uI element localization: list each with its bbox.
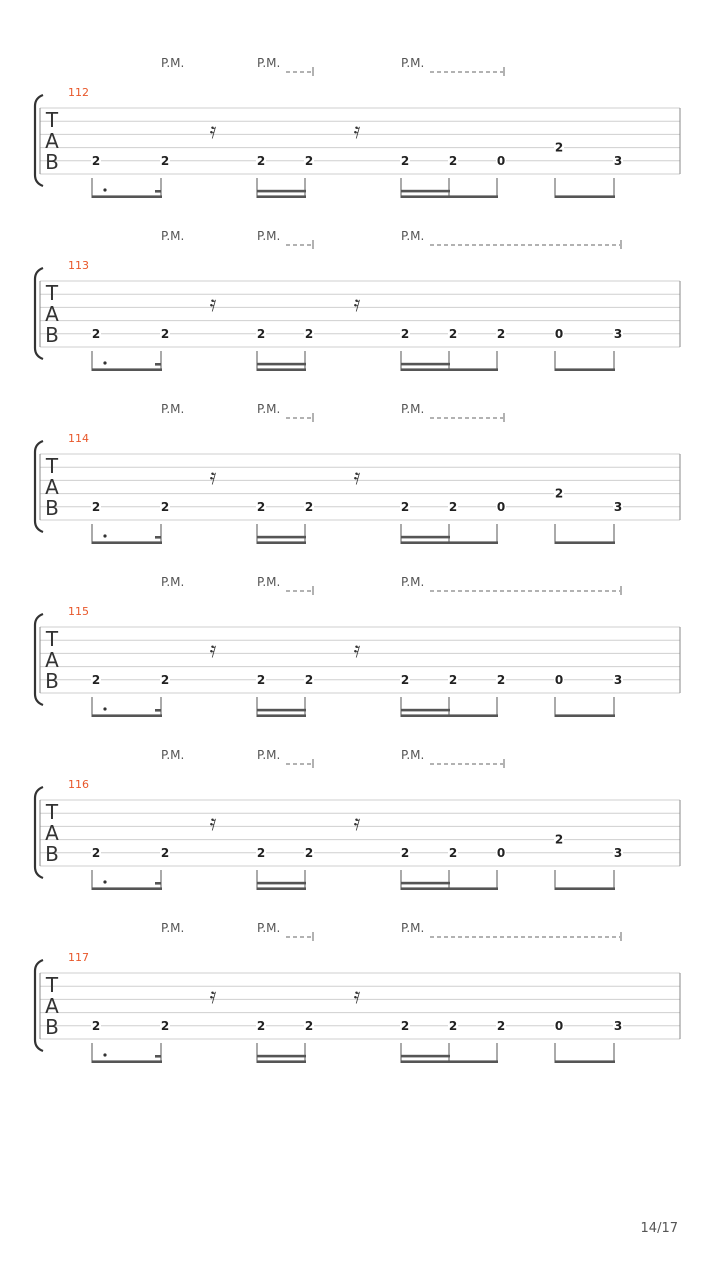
beam: [401, 368, 498, 371]
beam: [555, 887, 615, 890]
tab-clef-letter: T: [45, 281, 59, 305]
fret-number: 2: [256, 845, 266, 860]
fret-number: 3: [613, 326, 623, 341]
tab-clef-letter: T: [45, 627, 59, 651]
fret-number: 3: [613, 845, 623, 860]
sixteenth-rest: 𝄿: [209, 811, 217, 836]
augmentation-dot: [103, 361, 106, 364]
palm-mute-label: P.M.: [161, 921, 185, 935]
beam: [401, 536, 450, 539]
tab-clef-letter: A: [45, 648, 59, 672]
partial-beam: [155, 882, 161, 885]
partial-beam: [155, 536, 161, 539]
beam: [92, 541, 162, 544]
sixteenth-rest: 𝄿: [353, 119, 361, 144]
fret-number: 2: [304, 499, 314, 514]
tab-clef-letter: B: [45, 496, 59, 520]
fret-number: 2: [448, 326, 458, 341]
sixteenth-rest: 𝄿: [209, 638, 217, 663]
palm-mute-label: P.M.: [257, 56, 281, 70]
augmentation-dot: [103, 188, 106, 191]
tab-system: [35, 56, 680, 198]
beam: [401, 709, 450, 712]
beam: [257, 709, 306, 712]
fret-number: 2: [91, 1018, 101, 1033]
partial-beam: [155, 1055, 161, 1058]
augmentation-dot: [103, 534, 106, 537]
fret-number: 2: [160, 326, 170, 341]
fret-number: 2: [256, 672, 266, 687]
beam: [257, 195, 306, 198]
beam: [257, 882, 306, 885]
sixteenth-rest: 𝄿: [353, 638, 361, 663]
palm-mute-label: P.M.: [161, 748, 185, 762]
tab-system: [35, 575, 680, 717]
beam: [92, 714, 162, 717]
measure-number: 112: [68, 86, 89, 99]
sixteenth-rest: 𝄿: [209, 292, 217, 317]
fret-number: 2: [496, 1018, 506, 1033]
sixteenth-rest: 𝄿: [353, 984, 361, 1009]
fret-number: 0: [554, 1018, 564, 1033]
sixteenth-rest: 𝄿: [353, 292, 361, 317]
fret-number: 2: [256, 499, 266, 514]
measure-number: 114: [68, 432, 89, 445]
beam: [257, 368, 306, 371]
beam: [401, 541, 498, 544]
palm-mute-label: P.M.: [401, 921, 425, 935]
page-number: 14/17: [640, 1221, 678, 1236]
fret-number: 2: [304, 1018, 314, 1033]
beam: [401, 714, 498, 717]
beam: [401, 887, 498, 890]
beam: [257, 536, 306, 539]
beam: [257, 1055, 306, 1058]
fret-number: 0: [496, 499, 506, 514]
tab-clef-letter: T: [45, 454, 59, 478]
fret-number: 2: [448, 499, 458, 514]
fret-number: 2: [91, 845, 101, 860]
beam: [92, 368, 162, 371]
system-bracket: [35, 95, 43, 186]
palm-mute-label: P.M.: [161, 402, 185, 416]
fret-number: 2: [304, 326, 314, 341]
measure-number: 115: [68, 605, 89, 618]
tab-system: [35, 402, 680, 544]
palm-mute-label: P.M.: [161, 229, 185, 243]
sixteenth-rest: 𝄿: [353, 465, 361, 490]
fret-number: 2: [304, 845, 314, 860]
beam: [401, 195, 498, 198]
tab-clef-letter: B: [45, 150, 59, 174]
tab-clef-letter: T: [45, 973, 59, 997]
fret-number: 3: [613, 672, 623, 687]
fret-number: 2: [91, 499, 101, 514]
sixteenth-rest: 𝄿: [209, 984, 217, 1009]
beam: [401, 190, 450, 193]
tab-clef-letter: B: [45, 842, 59, 866]
beam: [92, 887, 162, 890]
beam: [555, 195, 615, 198]
beam: [257, 363, 306, 366]
augmentation-dot: [103, 707, 106, 710]
system-bracket: [35, 441, 43, 532]
beam: [401, 1055, 450, 1058]
beam: [401, 1060, 498, 1063]
tab-clef-letter: T: [45, 800, 59, 824]
palm-mute-label: P.M.: [401, 229, 425, 243]
sixteenth-rest: 𝄿: [209, 465, 217, 490]
augmentation-dot: [103, 1053, 106, 1056]
beam: [257, 190, 306, 193]
fret-number: 2: [160, 153, 170, 168]
measure-number: 117: [68, 951, 89, 964]
palm-mute-label: P.M.: [401, 748, 425, 762]
fret-number: 2: [448, 1018, 458, 1033]
tab-clef-letter: A: [45, 129, 59, 153]
fret-number: 2: [91, 672, 101, 687]
fret-number: 0: [496, 153, 506, 168]
fret-number: 3: [613, 153, 623, 168]
palm-mute-label: P.M.: [401, 402, 425, 416]
tab-clef-letter: A: [45, 302, 59, 326]
fret-number: 2: [160, 499, 170, 514]
palm-mute-label: P.M.: [257, 921, 281, 935]
tab-clef-letter: B: [45, 669, 59, 693]
beam: [555, 541, 615, 544]
tab-clef-letter: B: [45, 323, 59, 347]
tab-system: [35, 921, 680, 1063]
fret-number: 2: [400, 153, 410, 168]
fret-number: 0: [554, 326, 564, 341]
system-bracket: [35, 614, 43, 705]
beam: [257, 887, 306, 890]
beam: [257, 714, 306, 717]
measure-number: 113: [68, 259, 89, 272]
sixteenth-rest: 𝄿: [353, 811, 361, 836]
tab-clef-letter: T: [45, 108, 59, 132]
beam: [92, 195, 162, 198]
tab-clef-letter: A: [45, 994, 59, 1018]
fret-number: 2: [400, 845, 410, 860]
beam: [555, 1060, 615, 1063]
fret-number: 2: [448, 845, 458, 860]
measure-number: 116: [68, 778, 89, 791]
beam: [92, 1060, 162, 1063]
system-bracket: [35, 268, 43, 359]
fret-number: 2: [554, 832, 564, 847]
beam: [401, 363, 450, 366]
tab-system: [35, 229, 680, 371]
beam: [257, 541, 306, 544]
fret-number: 2: [160, 672, 170, 687]
fret-number: 2: [400, 499, 410, 514]
fret-number: 3: [613, 499, 623, 514]
beam: [555, 368, 615, 371]
system-bracket: [35, 787, 43, 878]
fret-number: 2: [160, 1018, 170, 1033]
fret-number: 2: [91, 153, 101, 168]
fret-number: 2: [554, 140, 564, 155]
fret-number: 2: [496, 672, 506, 687]
fret-number: 2: [256, 326, 266, 341]
tab-system: [35, 748, 680, 890]
fret-number: 2: [304, 153, 314, 168]
augmentation-dot: [103, 880, 106, 883]
fret-number: 2: [304, 672, 314, 687]
fret-number: 2: [400, 326, 410, 341]
partial-beam: [155, 190, 161, 193]
fret-number: 0: [496, 845, 506, 860]
fret-number: 2: [256, 153, 266, 168]
fret-number: 2: [448, 153, 458, 168]
palm-mute-label: P.M.: [161, 575, 185, 589]
palm-mute-label: P.M.: [257, 402, 281, 416]
fret-number: 2: [400, 672, 410, 687]
palm-mute-label: P.M.: [257, 575, 281, 589]
system-bracket: [35, 960, 43, 1051]
fret-number: 2: [448, 672, 458, 687]
fret-number: 2: [91, 326, 101, 341]
tab-clef-letter: B: [45, 1015, 59, 1039]
fret-number: 2: [160, 845, 170, 860]
tab-clef-letter: A: [45, 475, 59, 499]
beam: [257, 1060, 306, 1063]
fret-number: 0: [554, 672, 564, 687]
palm-mute-label: P.M.: [257, 748, 281, 762]
palm-mute-label: P.M.: [161, 56, 185, 70]
fret-number: 2: [496, 326, 506, 341]
partial-beam: [155, 709, 161, 712]
palm-mute-label: P.M.: [401, 56, 425, 70]
palm-mute-label: P.M.: [257, 229, 281, 243]
tab-clef-letter: A: [45, 821, 59, 845]
fret-number: 2: [554, 486, 564, 501]
fret-number: 2: [256, 1018, 266, 1033]
beam: [401, 882, 450, 885]
fret-number: 2: [400, 1018, 410, 1033]
palm-mute-label: P.M.: [401, 575, 425, 589]
partial-beam: [155, 363, 161, 366]
sixteenth-rest: 𝄿: [209, 119, 217, 144]
beam: [555, 714, 615, 717]
fret-number: 3: [613, 1018, 623, 1033]
